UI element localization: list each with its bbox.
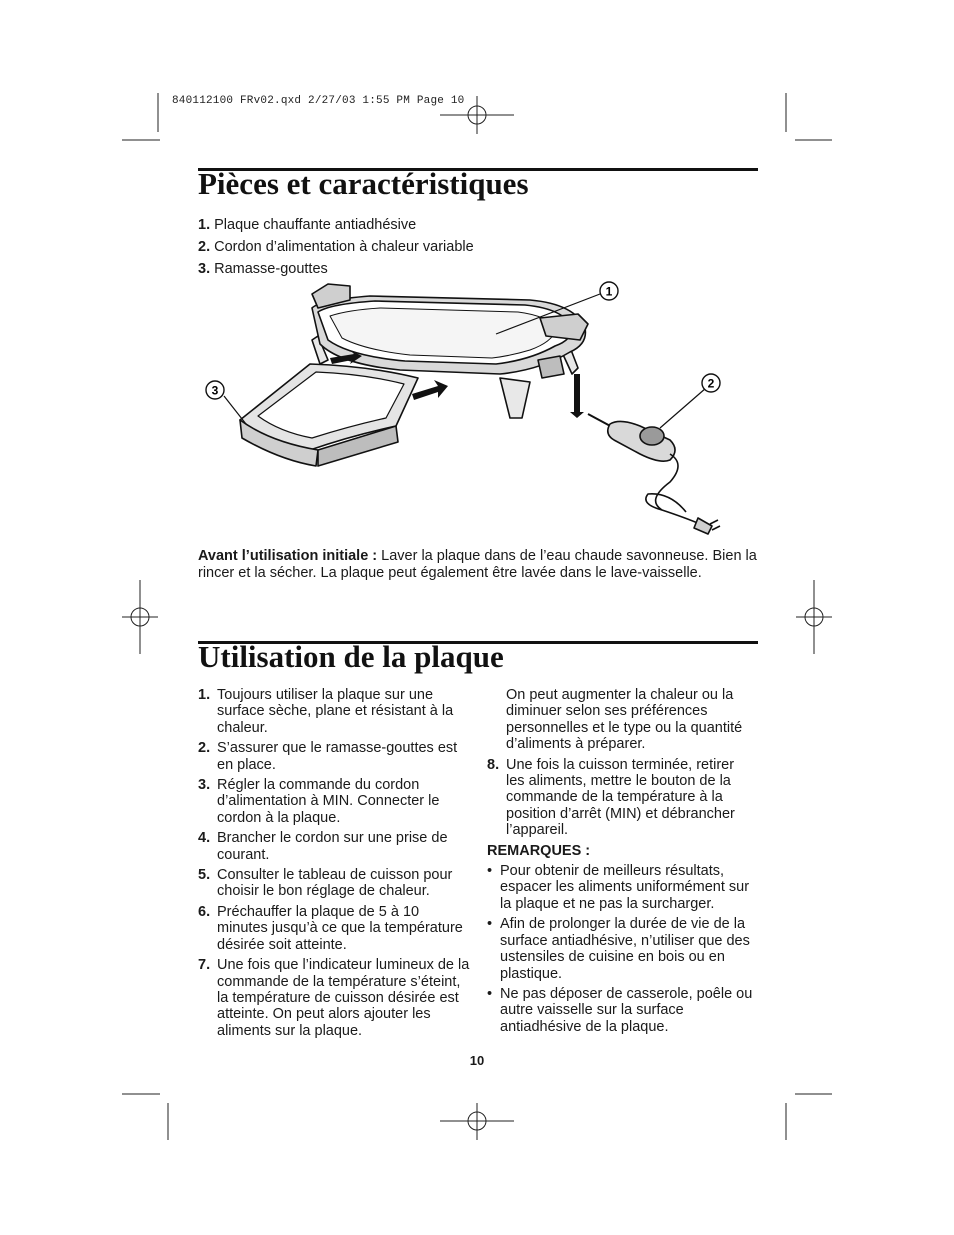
usage-step: 4. Brancher le cordon sur une prise de courant. bbox=[198, 830, 448, 863]
usage-steps-right bbox=[487, 687, 753, 1039]
page-number: 10 bbox=[469, 1053, 485, 1068]
usage-steps-left bbox=[198, 687, 472, 1043]
section-title-usage: Utilisation de la plaque bbox=[198, 639, 504, 674]
notes-title: REMARQUES : bbox=[487, 842, 591, 859]
file-slug: 840112100 FRv02.qxd 2/27/03 1:55 PM Page 10 bbox=[172, 95, 465, 107]
usage-step: 7. Une fois que l’indicateur lumineux de la commande de la température s’éteint, la température de cuisson désirée est atteinte. On peut alors ajouter les aliments sur la plaque. bbox=[198, 957, 470, 1039]
initial-use-note bbox=[198, 548, 758, 582]
registration-mark-right bbox=[796, 580, 832, 654]
initial-use-text: Laver la plaque dans de l’eau chaude savonneuse. Bien la rincer et la sécher. La plaque peut également être lavée dans le lave-vaisselle. bbox=[198, 548, 757, 581]
callout-1-label: 1 bbox=[605, 284, 613, 299]
usage-step-continuation: On peut augmenter la chaleur ou la diminuer selon ses préférences personnelles et le type ou la quantité d’aliments à préparer. bbox=[506, 687, 743, 753]
note-item: • Afin de prolonger la durée de vie de la surface antiadhésive, n’utiliser que des ustensiles de cuisine en bois ou en plastique. bbox=[487, 916, 750, 982]
usage-step: 1. Toujours utiliser la plaque sur une surface sèche, plane et résistant à la chaleur. bbox=[198, 687, 454, 736]
usage-step: 8. Une fois la cuisson terminée, retirer les aliments, mettre le bouton de la commande de la température à la position d’arrêt (MIN) et débrancher l’appareil. bbox=[487, 756, 735, 839]
callout-3-label: 3 bbox=[211, 383, 219, 398]
griddle-illustration bbox=[200, 278, 730, 540]
usage-step: 2. S’assurer que le ramasse-gouttes est en place. bbox=[198, 740, 458, 773]
callout-3 bbox=[206, 381, 224, 399]
callout-1 bbox=[600, 282, 618, 300]
initial-use-label: Avant l’utilisation initiale : bbox=[198, 548, 378, 564]
parts-item: 3. Ramasse-gouttes bbox=[198, 261, 328, 277]
callout-2 bbox=[702, 374, 720, 392]
usage-step: 5. Consulter le tableau de cuisson pour choisir le bon réglage de chaleur. bbox=[198, 867, 453, 900]
usage-step: 6. Préchauffer la plaque de 5 à 10 minutes jusqu’à ce que la température désirée soit atteinte. bbox=[198, 903, 463, 953]
callout-2-label: 2 bbox=[707, 376, 715, 391]
parts-list bbox=[198, 216, 474, 282]
note-item: • Ne pas déposer de casserole, poêle ou autre vaisselle sur la surface antiadhésive de la plaque. bbox=[487, 985, 753, 1035]
parts-item: 2. Cordon d’alimentation à chaleur variable bbox=[198, 239, 474, 255]
parts-item: 1. Plaque chauffante antiadhésive bbox=[198, 217, 417, 233]
section-title-parts: Pièces et caractéristiques bbox=[198, 166, 529, 201]
usage-step: 3. Régler la commande du cordon d’alimentation à MIN. Connecter le cordon à la plaque. bbox=[198, 777, 440, 826]
registration-mark-left bbox=[122, 580, 158, 654]
note-item: • Pour obtenir de meilleurs résultats, espacer les aliments uniformément sur la plaque et ne pas la surcharger. bbox=[487, 863, 750, 912]
registration-mark-bottom bbox=[440, 1103, 514, 1140]
